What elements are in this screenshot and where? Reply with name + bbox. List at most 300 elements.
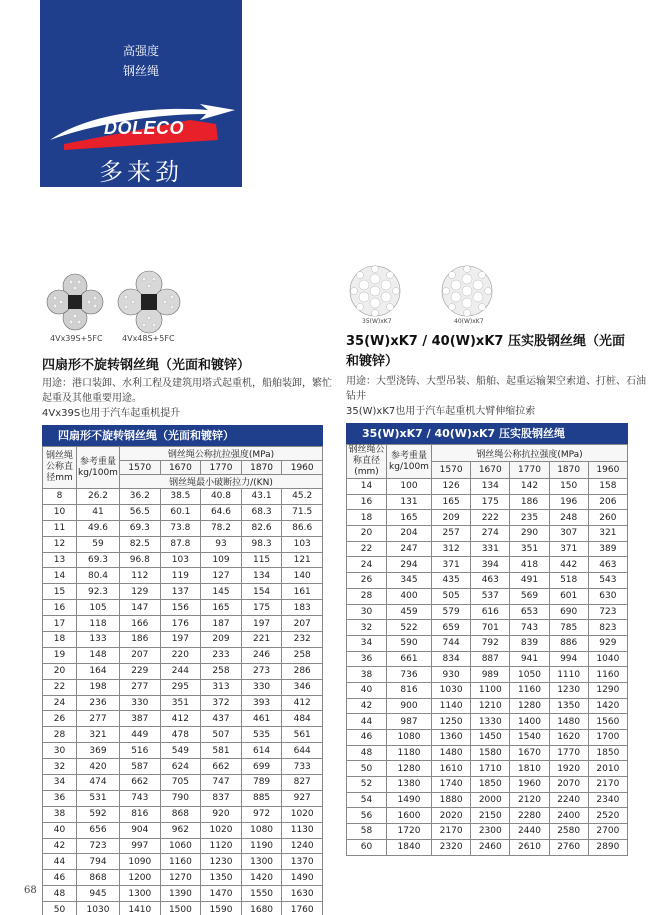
table-cell: 394	[471, 557, 510, 573]
table-row	[347, 792, 628, 808]
table-cell: 59	[77, 536, 120, 552]
table-cell: 1190	[241, 838, 282, 854]
table-cell: 46	[347, 730, 387, 746]
table-cell: 103	[282, 536, 323, 552]
table-cell: 71.5	[282, 504, 323, 520]
table-cell: 1710	[471, 761, 510, 777]
table-cell: 246	[241, 647, 282, 663]
table-cell: 1630	[282, 886, 323, 902]
table-cell: 30	[347, 604, 387, 620]
grade-header: 1870	[549, 462, 588, 479]
table-cell: 1620	[549, 730, 588, 746]
table-row	[347, 526, 628, 542]
table-cell: 92.3	[77, 584, 120, 600]
table-cell: 321	[77, 727, 120, 743]
table-cell: 126	[432, 479, 471, 495]
table-cell: 87.8	[160, 536, 201, 552]
table-cell: 885	[241, 790, 282, 806]
table-cell: 1560	[588, 714, 627, 730]
table-cell: 2580	[549, 824, 588, 840]
table-cell: 30	[43, 743, 77, 759]
table-cell: 579	[432, 604, 471, 620]
table-cell: 2150	[471, 808, 510, 824]
table-cell: 294	[387, 557, 432, 573]
table-cell: 962	[160, 822, 201, 838]
table-cell: 351	[160, 695, 201, 711]
table-cell: 1960	[510, 777, 549, 793]
table-cell: 1760	[282, 902, 323, 915]
table-cell: 112	[120, 568, 161, 584]
table-cell: 93	[201, 536, 242, 552]
table-cell: 516	[120, 743, 161, 759]
table-cell: 2020	[432, 808, 471, 824]
brand-tagline-1: 高强度	[122, 44, 159, 58]
table-cell: 73.8	[160, 520, 201, 536]
table-cell: 987	[387, 714, 432, 730]
table-cell: 442	[549, 557, 588, 573]
table-cell: 1470	[201, 886, 242, 902]
table-row	[43, 679, 323, 695]
table-cell: 232	[282, 632, 323, 648]
table-cell: 187	[201, 616, 242, 632]
table-cell: 705	[160, 775, 201, 791]
table-cell: 920	[201, 806, 242, 822]
table-cell: 1480	[549, 714, 588, 730]
table-cell: 972	[241, 806, 282, 822]
table-row	[347, 588, 628, 604]
table-cell: 592	[77, 806, 120, 822]
table-cell: 393	[241, 695, 282, 711]
table-cell: 459	[387, 604, 432, 620]
table-row	[43, 822, 323, 838]
table-cell: 196	[549, 494, 588, 510]
table-cell: 286	[282, 663, 323, 679]
table-cell: 816	[387, 682, 432, 698]
table-cell: 1550	[241, 886, 282, 902]
table-cell: 175	[471, 494, 510, 510]
right-spec-table	[346, 423, 628, 856]
table-cell: 346	[282, 679, 323, 695]
table-row	[43, 520, 323, 536]
table-cell: 2000	[471, 792, 510, 808]
rope-cross-section-4vx39s	[45, 272, 105, 332]
table-cell: 1330	[471, 714, 510, 730]
table-cell: 26	[347, 573, 387, 589]
table-cell: 2440	[510, 824, 549, 840]
table-row	[43, 552, 323, 568]
table-cell: 121	[282, 552, 323, 568]
table-cell: 437	[201, 711, 242, 727]
table-cell: 1090	[120, 854, 161, 870]
table-cell: 40	[347, 682, 387, 698]
left-section-heading: 四扇形不旋转钢丝绳（光面和镀锌）	[42, 358, 251, 373]
table-cell: 11	[43, 520, 77, 536]
table-cell: 1250	[432, 714, 471, 730]
table-cell: 420	[77, 759, 120, 775]
table-cell: 614	[241, 743, 282, 759]
table-cell: 1770	[549, 745, 588, 761]
table-cell: 989	[471, 667, 510, 683]
logo-wordmark: DOLECO	[104, 118, 185, 138]
table-cell: 236	[77, 695, 120, 711]
table-row	[43, 759, 323, 775]
table-cell: 148	[77, 647, 120, 663]
table-cell: 220	[160, 647, 201, 663]
table-cell: 207	[282, 616, 323, 632]
table-cell: 18	[347, 510, 387, 526]
grade-header: 1870	[241, 461, 282, 475]
table-cell: 945	[77, 886, 120, 902]
table-cell: 69.3	[77, 552, 120, 568]
left-spec-table	[42, 425, 323, 915]
table-cell: 1110	[549, 667, 588, 683]
table-cell: 131	[387, 494, 432, 510]
table-cell: 20	[347, 526, 387, 542]
page-number: 68	[24, 885, 37, 896]
table-cell: 518	[549, 573, 588, 589]
table-cell: 478	[160, 727, 201, 743]
col-header-strength: 钢丝绳公称抗拉强度(MPa)	[120, 447, 323, 461]
rope-cross-section-4vx48s	[116, 270, 182, 334]
table-cell: 662	[120, 775, 161, 791]
table-cell: 100	[387, 479, 432, 495]
table-cell: 886	[549, 635, 588, 651]
table-cell: 1060	[160, 838, 201, 854]
table-cell: 118	[77, 616, 120, 632]
table-cell: 277	[77, 711, 120, 727]
table-cell: 13	[43, 552, 77, 568]
table-cell: 2170	[588, 777, 627, 793]
table-cell: 257	[432, 526, 471, 542]
table-cell: 274	[471, 526, 510, 542]
table-cell: 244	[160, 663, 201, 679]
table-cell: 701	[471, 620, 510, 636]
table-cell: 186	[510, 494, 549, 510]
left-usage-line-2: 起重及其他重要用途。	[42, 393, 142, 404]
table-row	[43, 838, 323, 854]
table-cell: 43.1	[241, 489, 282, 505]
table-cell: 372	[201, 695, 242, 711]
table-cell: 12	[43, 536, 77, 552]
table-cell: 1410	[120, 902, 161, 915]
table-cell: 743	[510, 620, 549, 636]
table-row	[347, 808, 628, 824]
table-cell: 22	[43, 679, 77, 695]
table-cell: 1040	[588, 651, 627, 667]
table-cell: 32	[43, 759, 77, 775]
table-cell: 1300	[241, 854, 282, 870]
table-cell: 659	[432, 620, 471, 636]
table-cell: 1290	[588, 682, 627, 698]
right-table-title: 35(W)xK7 / 40(W)xK7 压实股钢丝绳	[346, 423, 628, 444]
table-cell: 549	[160, 743, 201, 759]
table-cell: 1810	[510, 761, 549, 777]
table-row	[347, 730, 628, 746]
table-cell: 82.6	[241, 520, 282, 536]
table-cell: 16	[43, 600, 77, 616]
table-row	[43, 743, 323, 759]
table-cell: 412	[160, 711, 201, 727]
table-cell: 96.8	[120, 552, 161, 568]
col-header-diameter: 钢丝绳公称直径mm	[43, 447, 77, 489]
table-cell: 14	[347, 479, 387, 495]
table-row	[43, 616, 323, 632]
table-cell: 1670	[510, 745, 549, 761]
table-cell: 1490	[282, 870, 323, 886]
table-cell: 1160	[160, 854, 201, 870]
table-cell: 789	[241, 775, 282, 791]
table-cell: 699	[241, 759, 282, 775]
col-header-force: 钢丝绳最小破断拉力/(KN)	[120, 475, 323, 489]
table-cell: 1580	[471, 745, 510, 761]
table-cell: 543	[588, 573, 627, 589]
table-cell: 36	[347, 651, 387, 667]
grade-header: 1770	[510, 462, 549, 479]
table-cell: 115	[241, 552, 282, 568]
table-cell: 207	[120, 647, 161, 663]
table-cell: 158	[588, 479, 627, 495]
table-row	[43, 902, 323, 915]
table-cell: 2700	[588, 824, 627, 840]
table-cell: 109	[201, 552, 242, 568]
table-cell: 69.3	[120, 520, 161, 536]
right-note: 35(W)xK7也用于汽车起重机大臂伸缩拉索	[346, 406, 536, 417]
table-cell: 277	[120, 679, 161, 695]
table-cell: 400	[387, 588, 432, 604]
table-cell: 1850	[588, 745, 627, 761]
table-cell: 1490	[387, 792, 432, 808]
table-cell: 295	[160, 679, 201, 695]
table-cell: 134	[471, 479, 510, 495]
table-row	[347, 745, 628, 761]
table-cell: 839	[510, 635, 549, 651]
table-cell: 463	[471, 573, 510, 589]
table-row	[43, 584, 323, 600]
table-cell: 28	[347, 588, 387, 604]
table-cell: 624	[160, 759, 201, 775]
col-header-strength: 钢丝绳公称抗拉强度(MPa)	[432, 445, 628, 462]
table-cell: 50	[347, 761, 387, 777]
right-usage-line-2: 钻井	[346, 391, 366, 402]
table-cell: 2280	[510, 808, 549, 824]
table-cell: 80.4	[77, 568, 120, 584]
table-row	[43, 663, 323, 679]
table-cell: 1080	[387, 730, 432, 746]
table-cell: 2170	[432, 824, 471, 840]
table-cell: 38	[347, 667, 387, 683]
table-cell: 64.6	[201, 504, 242, 520]
table-cell: 1270	[160, 870, 201, 886]
table-cell: 1480	[432, 745, 471, 761]
table-cell: 1050	[510, 667, 549, 683]
table-cell: 321	[588, 526, 627, 542]
table-cell: 46	[43, 870, 77, 886]
grade-header: 1570	[432, 462, 471, 479]
table-cell: 2340	[588, 792, 627, 808]
table-cell: 590	[387, 635, 432, 651]
table-cell: 38	[43, 806, 77, 822]
left-note: 4Vx39S也用于汽车起重机提升	[42, 408, 181, 419]
table-cell: 150	[549, 479, 588, 495]
table-cell: 2300	[471, 824, 510, 840]
table-cell: 823	[588, 620, 627, 636]
table-cell: 273	[241, 663, 282, 679]
table-cell: 1350	[201, 870, 242, 886]
table-cell: 52	[347, 777, 387, 793]
table-row	[347, 620, 628, 636]
table-cell: 176	[160, 616, 201, 632]
table-cell: 78.2	[201, 520, 242, 536]
table-cell: 330	[241, 679, 282, 695]
table-cell: 1160	[588, 667, 627, 683]
table-cell: 38.5	[160, 489, 201, 505]
table-cell: 744	[432, 635, 471, 651]
table-cell: 1240	[282, 838, 323, 854]
table-cell: 1210	[471, 698, 510, 714]
table-cell: 1030	[77, 902, 120, 915]
table-cell: 930	[432, 667, 471, 683]
table-cell: 1610	[432, 761, 471, 777]
table-row	[347, 479, 628, 495]
table-cell: 103	[160, 552, 201, 568]
table-cell: 34	[347, 635, 387, 651]
table-cell: 26.2	[77, 489, 120, 505]
table-cell: 156	[160, 600, 201, 616]
table-cell: 1700	[588, 730, 627, 746]
table-cell: 165	[387, 510, 432, 526]
right-section-heading-2: 和镀锌）	[346, 354, 399, 369]
table-cell: 537	[471, 588, 510, 604]
table-cell: 997	[120, 838, 161, 854]
table-cell: 165	[432, 494, 471, 510]
table-cell: 522	[387, 620, 432, 636]
table-row	[347, 682, 628, 698]
table-cell: 247	[387, 541, 432, 557]
table-cell: 8	[43, 489, 77, 505]
table-cell: 58	[347, 824, 387, 840]
table-cell: 630	[588, 588, 627, 604]
table-cell: 82.5	[120, 536, 161, 552]
table-cell: 119	[160, 568, 201, 584]
table-cell: 1600	[387, 808, 432, 824]
table-cell: 175	[241, 600, 282, 616]
table-cell: 1920	[549, 761, 588, 777]
table-cell: 900	[387, 698, 432, 714]
table-cell: 904	[120, 822, 161, 838]
table-cell: 98.3	[241, 536, 282, 552]
table-cell: 785	[549, 620, 588, 636]
rope-label-35wxk7: 35(W)xK7	[362, 318, 392, 325]
table-cell: 2400	[549, 808, 588, 824]
table-row	[43, 711, 323, 727]
table-cell: 2240	[549, 792, 588, 808]
left-table-title: 四扇形不旋转钢丝绳（光面和镀锌）	[42, 425, 323, 446]
table-cell: 10	[43, 504, 77, 520]
table-cell: 371	[432, 557, 471, 573]
table-row	[43, 489, 323, 505]
table-cell: 1360	[432, 730, 471, 746]
table-cell: 1720	[387, 824, 432, 840]
table-cell: 1230	[201, 854, 242, 870]
table-cell: 790	[160, 790, 201, 806]
table-cell: 44	[43, 854, 77, 870]
table-cell: 161	[282, 584, 323, 600]
table-cell: 307	[549, 526, 588, 542]
table-cell: 1180	[387, 745, 432, 761]
table-cell: 186	[120, 632, 161, 648]
table-cell: 2760	[549, 839, 588, 855]
table-cell: 42	[43, 838, 77, 854]
table-cell: 827	[282, 775, 323, 791]
table-cell: 2010	[588, 761, 627, 777]
table-row	[43, 854, 323, 870]
table-cell: 1590	[201, 902, 242, 915]
table-cell: 1140	[432, 698, 471, 714]
rope-label-4vx39s: 4Vx39S+5FC	[50, 334, 103, 343]
table-cell: 137	[160, 584, 201, 600]
table-row	[43, 632, 323, 648]
table-cell: 662	[201, 759, 242, 775]
table-cell: 1380	[387, 777, 432, 793]
table-cell: 19	[43, 647, 77, 663]
table-row	[347, 557, 628, 573]
table-cell: 313	[201, 679, 242, 695]
grade-header: 1960	[588, 462, 627, 479]
table-cell: 868	[160, 806, 201, 822]
table-cell: 1500	[160, 902, 201, 915]
table-cell: 569	[510, 588, 549, 604]
table-cell: 60	[347, 839, 387, 855]
table-cell: 994	[549, 651, 588, 667]
table-cell: 48	[43, 886, 77, 902]
table-cell: 165	[201, 600, 242, 616]
table-cell: 531	[77, 790, 120, 806]
table-cell: 868	[77, 870, 120, 886]
table-cell: 2070	[549, 777, 588, 793]
table-cell: 197	[160, 632, 201, 648]
table-cell: 837	[201, 790, 242, 806]
table-cell: 154	[241, 584, 282, 600]
table-cell: 1100	[471, 682, 510, 698]
table-cell: 1020	[201, 822, 242, 838]
table-cell: 463	[588, 557, 627, 573]
table-cell: 1130	[282, 822, 323, 838]
table-cell: 887	[471, 651, 510, 667]
table-cell: 1420	[241, 870, 282, 886]
table-cell: 18	[43, 632, 77, 648]
table-cell: 209	[201, 632, 242, 648]
grade-header: 1670	[160, 461, 201, 475]
right-usage-line-1: 用途：大型浇铸、大型吊装、船舶、起重运输架空索道、打桩、石油	[346, 376, 646, 387]
table-cell: 105	[77, 600, 120, 616]
table-cell: 723	[588, 604, 627, 620]
table-cell: 461	[241, 711, 282, 727]
table-cell: 1200	[120, 870, 161, 886]
table-cell: 34	[43, 775, 77, 791]
table-row	[347, 541, 628, 557]
table-cell: 32	[347, 620, 387, 636]
table-cell: 22	[347, 541, 387, 557]
table-cell: 474	[77, 775, 120, 791]
table-cell: 312	[432, 541, 471, 557]
table-cell: 206	[588, 494, 627, 510]
table-cell: 36.2	[120, 489, 161, 505]
brand-cn-name: 多来劲	[99, 158, 183, 186]
table-cell: 412	[282, 695, 323, 711]
table-cell: 389	[588, 541, 627, 557]
table-cell: 204	[387, 526, 432, 542]
table-row	[43, 886, 323, 902]
